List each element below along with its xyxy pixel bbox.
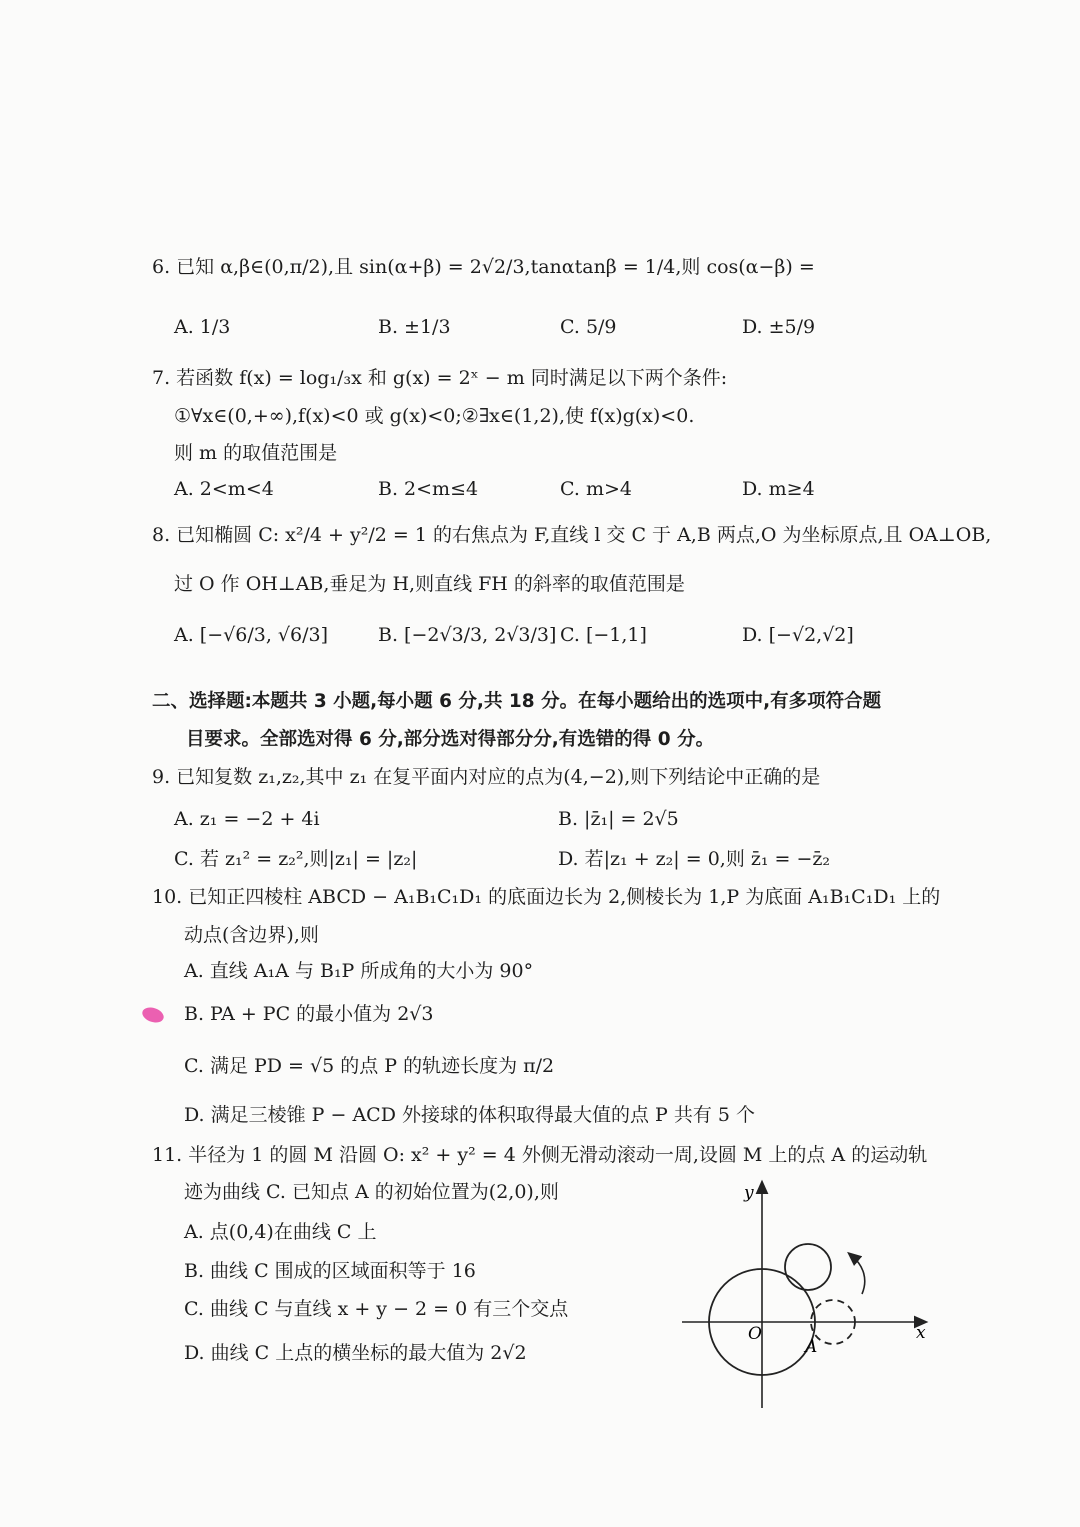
q11-option-d: D. 曲线 C 上点的横坐标的最大值为 2√2 <box>184 1342 527 1364</box>
x-axis-label: x <box>916 1323 926 1343</box>
q6-option-b: B. ±1/3 <box>378 316 451 338</box>
q10-stem-2: 动点(含边界),则 <box>184 924 319 946</box>
y-axis-label: y <box>744 1183 754 1203</box>
q7-option-a: A. 2<m<4 <box>174 478 274 500</box>
section-2-heading: 二、选择题:本题共 3 小题,每小题 6 分,共 18 分。在每小题给出的选项中,有多项符合题 <box>152 691 882 712</box>
q8-option-c: C. [−1,1] <box>560 624 647 646</box>
q11-option-b: B. 曲线 C 围成的区域面积等于 16 <box>184 1260 476 1282</box>
q7-option-d: D. m≥4 <box>742 478 815 500</box>
q11-option-c: C. 曲线 C 与直线 x + y − 2 = 0 有三个交点 <box>184 1298 569 1320</box>
q11-option-a: A. 点(0,4)在曲线 C 上 <box>184 1221 377 1243</box>
rolling-circle-figure <box>676 1176 936 1416</box>
q11-stem-2: 迹为曲线 C. 已知点 A 的初始位置为(2,0),则 <box>184 1181 559 1203</box>
q10-option-d: D. 满足三棱锥 P − ACD 外接球的体积取得最大值的点 P 共有 5 个 <box>184 1104 756 1126</box>
section-2-instructions: 目要求。全部选对得 6 分,部分选对得部分分,有选错的得 0 分。 <box>186 729 715 750</box>
q9-option-d: D. 若|z₁ + z₂| = 0,则 z̄₁ = −z̄₂ <box>558 848 831 870</box>
circle-m-rolled <box>785 1244 831 1290</box>
q7-option-b: B. 2<m≤4 <box>378 478 479 500</box>
q6-option-d: D. ±5/9 <box>742 316 816 338</box>
rolling-arrow <box>852 1256 865 1294</box>
q9-option-b: B. |z̄₁| = 2√5 <box>558 808 679 830</box>
q6-option-a: A. 1/3 <box>174 316 231 338</box>
point-a-label: A <box>805 1337 818 1357</box>
origin-label: O <box>748 1324 762 1344</box>
q11-stem: 11. 半径为 1 的圆 M 沿圆 O: x² + y² = 4 外侧无滑动滚动一周,设圆 M 上的点 A 的运动轨 <box>152 1144 928 1166</box>
q8-stem-2: 过 O 作 OH⊥AB,垂足为 H,则直线 FH 的斜率的取值范围是 <box>174 573 685 595</box>
q7-option-c: C. m>4 <box>560 478 632 500</box>
q8-stem: 8. 已知椭圆 C: x²/4 + y²/2 = 1 的右焦点为 F,直线 l 交 C 于 A,B 两点,O 为坐标原点,且 OA⊥OB, <box>152 524 992 546</box>
q6-stem: 6. 已知 α,β∈(0,π/2),且 sin(α+β) = 2√2/3,tanαtanβ = 1/4,则 cos(α−β) = <box>152 256 815 278</box>
q8-option-b: B. [−2√3/3, 2√3/3] <box>378 624 557 646</box>
q10-stem: 10. 已知正四棱柱 ABCD − A₁B₁C₁D₁ 的底面边长为 2,侧棱长为 1,P 为底面 A₁B₁C₁D₁ 上的 <box>152 886 941 908</box>
highlighter-mark <box>140 1005 165 1025</box>
q7-stem: 7. 若函数 f(x) = log₁/₃x 和 g(x) = 2ˣ − m 同时满足以下两个条件: <box>152 367 728 389</box>
q10-option-a: A. 直线 A₁A 与 B₁P 所成角的大小为 90° <box>184 960 534 982</box>
q7-conditions: ①∀x∈(0,+∞),f(x)<0 或 g(x)<0;②∃x∈(1,2),使 f(x)g(x)<0. <box>174 405 695 427</box>
q10-option-c: C. 满足 PD = √5 的点 P 的轨迹长度为 π/2 <box>184 1055 555 1077</box>
q9-option-a: A. z₁ = −2 + 4i <box>174 808 320 830</box>
q9-stem: 9. 已知复数 z₁,z₂,其中 z₁ 在复平面内对应的点为(4,−2),则下列结论中正确的是 <box>152 766 821 788</box>
q9-option-c: C. 若 z₁² = z₂²,则|z₁| = |z₂| <box>174 848 418 870</box>
q7-question: 则 m 的取值范围是 <box>174 442 338 464</box>
q10-option-b: B. PA + PC 的最小值为 2√3 <box>184 1003 434 1025</box>
q6-option-c: C. 5/9 <box>560 316 617 338</box>
q8-option-d: D. [−√2,√2] <box>742 624 854 646</box>
q8-option-a: A. [−√6/3, √6/3] <box>174 624 328 646</box>
